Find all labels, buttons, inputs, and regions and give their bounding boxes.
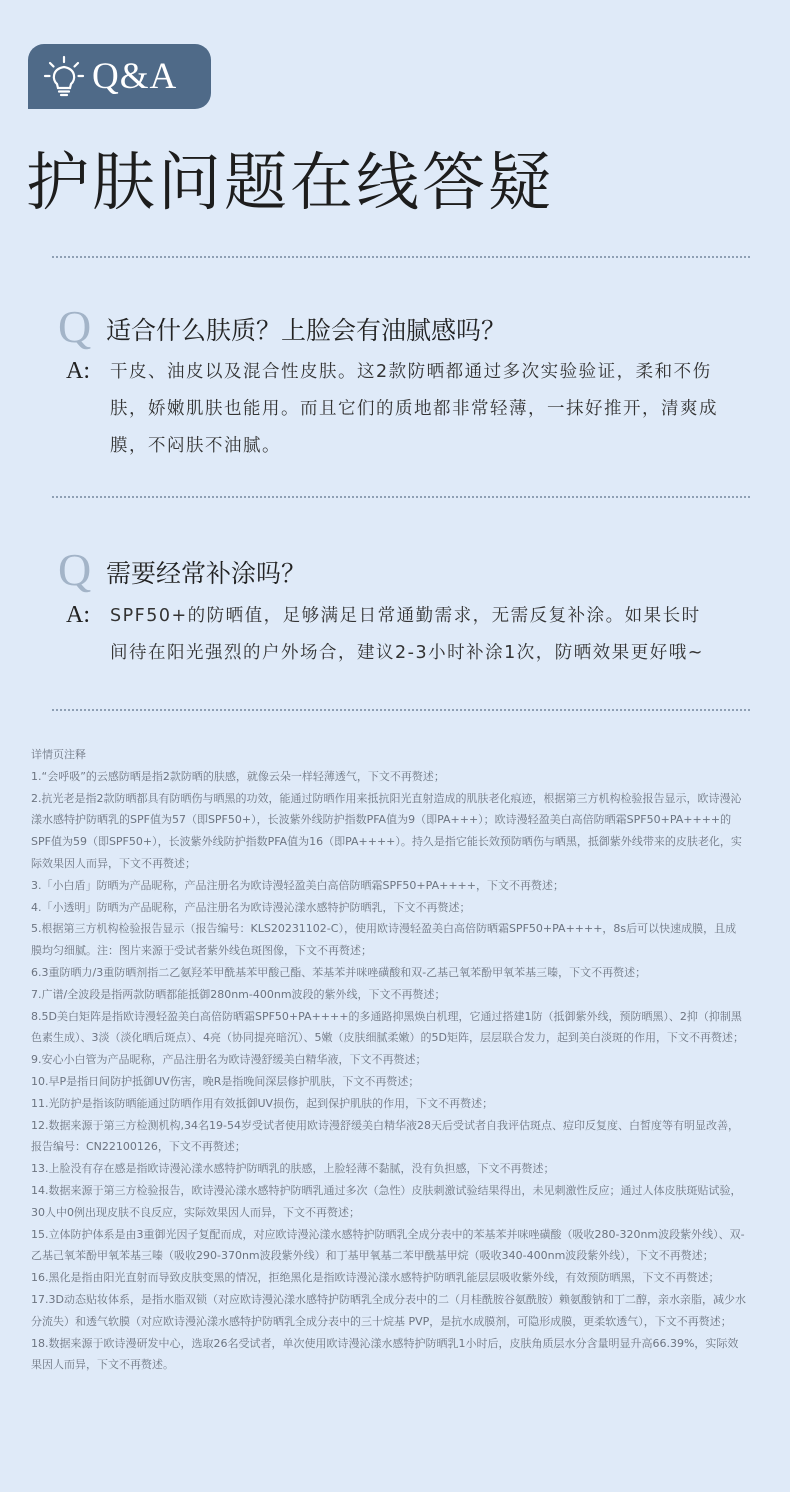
badge-label: Q&A bbox=[92, 56, 178, 97]
footnote-item: 13.上脸没有存在感是指欧诗漫沁漾水感特护防晒乳的肤感，上脸轻薄不黏腻，没有负担感，下文不再赘述； bbox=[31, 1162, 555, 1176]
footnote-item: 16.黑化是指由阳光直射而导致皮肤变黑的情况，拒绝黑化是指欧诗漫沁漾水感特护防晒乳能层层吸收紫外线，有效预防晒黑，下文不再赘述； bbox=[31, 1271, 720, 1285]
answer-text: SPF50+的防晒值，足够满足日常通勤需求，无需反复补涂。如果长时间待在阳光强烈的户外场合，建议2-3小时补涂1次，防晒效果更好哦~ bbox=[110, 606, 704, 663]
footnote-item: 9.安心小白管为产品昵称，产品注册名为欧诗漫舒缓美白精华液，下文不再赘述； bbox=[31, 1053, 427, 1067]
footnote-item: 3.「小白盾」防晒为产品昵称，产品注册名为欧诗漫轻盈美白高倍防晒霜SPF50+PA++++，下文不再赘述； bbox=[31, 878, 564, 892]
answer-mark: A: bbox=[66, 358, 90, 384]
footnote-item: 5.根据第三方机构检验报告显示（报告编号：KLS20231102-C），使用欧诗漫轻盈美白高倍防晒霜SPF50+PA++++，8s后可以快速成膜，且成膜均匀细腻。注：图片来源于受试者紫外线色斑图像，下文不再赘述； bbox=[31, 922, 737, 958]
footnote-item: 11.光防护是指该防晒能通过防晒作用有效抵御UV损伤，起到保护肌肤的作用，下文不再赘述； bbox=[31, 1096, 494, 1110]
divider bbox=[52, 709, 750, 711]
footnotes bbox=[31, 744, 747, 1376]
divider bbox=[52, 256, 750, 258]
footnote-item: 2.抗光老是指2款防晒都具有防晒伤与晒黑的功效，能通过防晒作用来抵抗阳光直射造成的肌肤老化痕迹，根据第三方机构检验报告显示，欧诗漫沁漾水感特护防晒乳的SPF值为57（即SPF50+），长波紫外线防护指数PFA值为9（即PA+++）；欧诗漫轻盈美白高倍防晒霜SPF50+PA++++的SPF值为59（即SPF50+），长波紫外线防护指数PFA值为16（即PA++++）。持久是指它能长效预防晒伤与晒黑，抵御紫外线带来的皮肤老化，实际效果因人而异，下文不再赘述； bbox=[31, 791, 742, 870]
answer-mark: A: bbox=[66, 602, 90, 628]
footnote-item: 1.“会呼吸”的云感防晒是指2款防晒的肤感，就像云朵一样轻薄透气，下文不再赘述； bbox=[31, 769, 445, 783]
footnote-item: 8.5D美白矩阵是指欧诗漫轻盈美白高倍防晒霜SPF50+PA++++的多通路抑黑焕白机理，它通过搭建1防（抵御紫外线，预防晒黑）、2抑（抑制黑色素生成）、3淡（淡化晒后斑点）、4亮（协同提亮暗沉）、5嫩（皮肤细腻柔嫩）的5D矩阵，层层联合发力，起到美白淡斑的作用，下文不再赘述； bbox=[31, 1009, 744, 1045]
question-text: 适合什么肤质？上脸会有油腻感吗？ bbox=[106, 316, 507, 345]
footnote-item: 17.3D动态贴妆体系，是指水脂双锁（对应欧诗漫沁漾水感特护防晒乳全成分表中的二（月桂酰胺谷氨酰胺）赖氨酸钠和丁二醇，亲水亲脂，减少水分流失）和透气软膜（对应欧诗漫沁漾水感特护防晒乳全成分表中的三十烷基 PVP，是抗水成膜剂，可隐形成膜，更柔软透气），下文不再赘述； bbox=[31, 1292, 746, 1328]
footnote-item: 14.数据来源于第三方检验报告，欧诗漫沁漾水感特护防晒乳通过多次（急性）皮肤刺激试验结果得出，未见刺激性反应；通过人体皮肤斑贴试验，30人中0例出现皮肤不良反应，实际效果因人而异，下文不再赘述； bbox=[31, 1183, 742, 1219]
qa-badge bbox=[28, 44, 211, 109]
page-title: 护肤问题在线答疑 bbox=[26, 146, 554, 219]
lightbulb-icon bbox=[42, 54, 86, 98]
footnote-item: 4.「小透明」防晒为产品昵称，产品注册名为欧诗漫沁漾水感特护防晒乳，下文不再赘述； bbox=[31, 900, 471, 914]
footnote-item: 12.数据来源于第三方检测机构,34名19-54岁受试者使用欧诗漫舒缓美白精华液28天后受试者自我评估斑点、痘印反复度、白皙度等有明显改善，报告编号：CN22100126，下文不再赘述； bbox=[31, 1118, 739, 1154]
footnote-item: 7.广谱/全波段是指两款防晒都能抵御280nm-400nm波段的紫外线，下文不再赘述； bbox=[31, 987, 446, 1001]
divider bbox=[52, 496, 750, 498]
footnote-item: 18.数据来源于欧诗漫研发中心，选取26名受试者，单次使用欧诗漫沁漾水感特护防晒乳1小时后，皮肤角质层水分含量明显升高66.39%，实际效果因人而异，下文不再赘述。 bbox=[31, 1336, 739, 1372]
footnote-item: 6.3重防晒力/3重防晒剂指二乙氨羟苯甲酰基苯甲酸己酯、苯基苯并咪唑磺酸和双-乙基己氧苯酚甲氧苯基三嗪，下文不再赘述； bbox=[31, 965, 647, 979]
question-text: 需要经常补涂吗？ bbox=[106, 559, 307, 588]
footnote-item: 15.立体防护体系是由3重御光因子复配而成，对应欧诗漫沁漾水感特护防晒乳全成分表中的苯基苯并咪唑磺酸（吸收280-320nm波段紫外线）、双-乙基己氧苯酚甲氧苯基三嗪（吸收290-370nm波段紫外线）和丁基甲氧基二苯甲酰基甲烷（吸收340-400nm波段紫外线），下文不再赘述； bbox=[31, 1227, 745, 1263]
question-mark: Q bbox=[58, 301, 92, 352]
footnote-item: 10.早P是指日间防护抵御UV伤害，晚R是指晚间深层修护肌肤，下文不再赘述； bbox=[31, 1074, 420, 1088]
question-mark: Q bbox=[58, 544, 92, 595]
answer-text: 干皮、油皮以及混合性皮肤。这2款防晒都通过多次实验验证，柔和不伤肤，娇嫩肌肤也能用。而且它们的质地都非常轻薄，一抹好推开，清爽成膜，不闷肤不油腻。 bbox=[110, 362, 718, 456]
footnotes-heading: 详情页注释 bbox=[31, 748, 86, 761]
